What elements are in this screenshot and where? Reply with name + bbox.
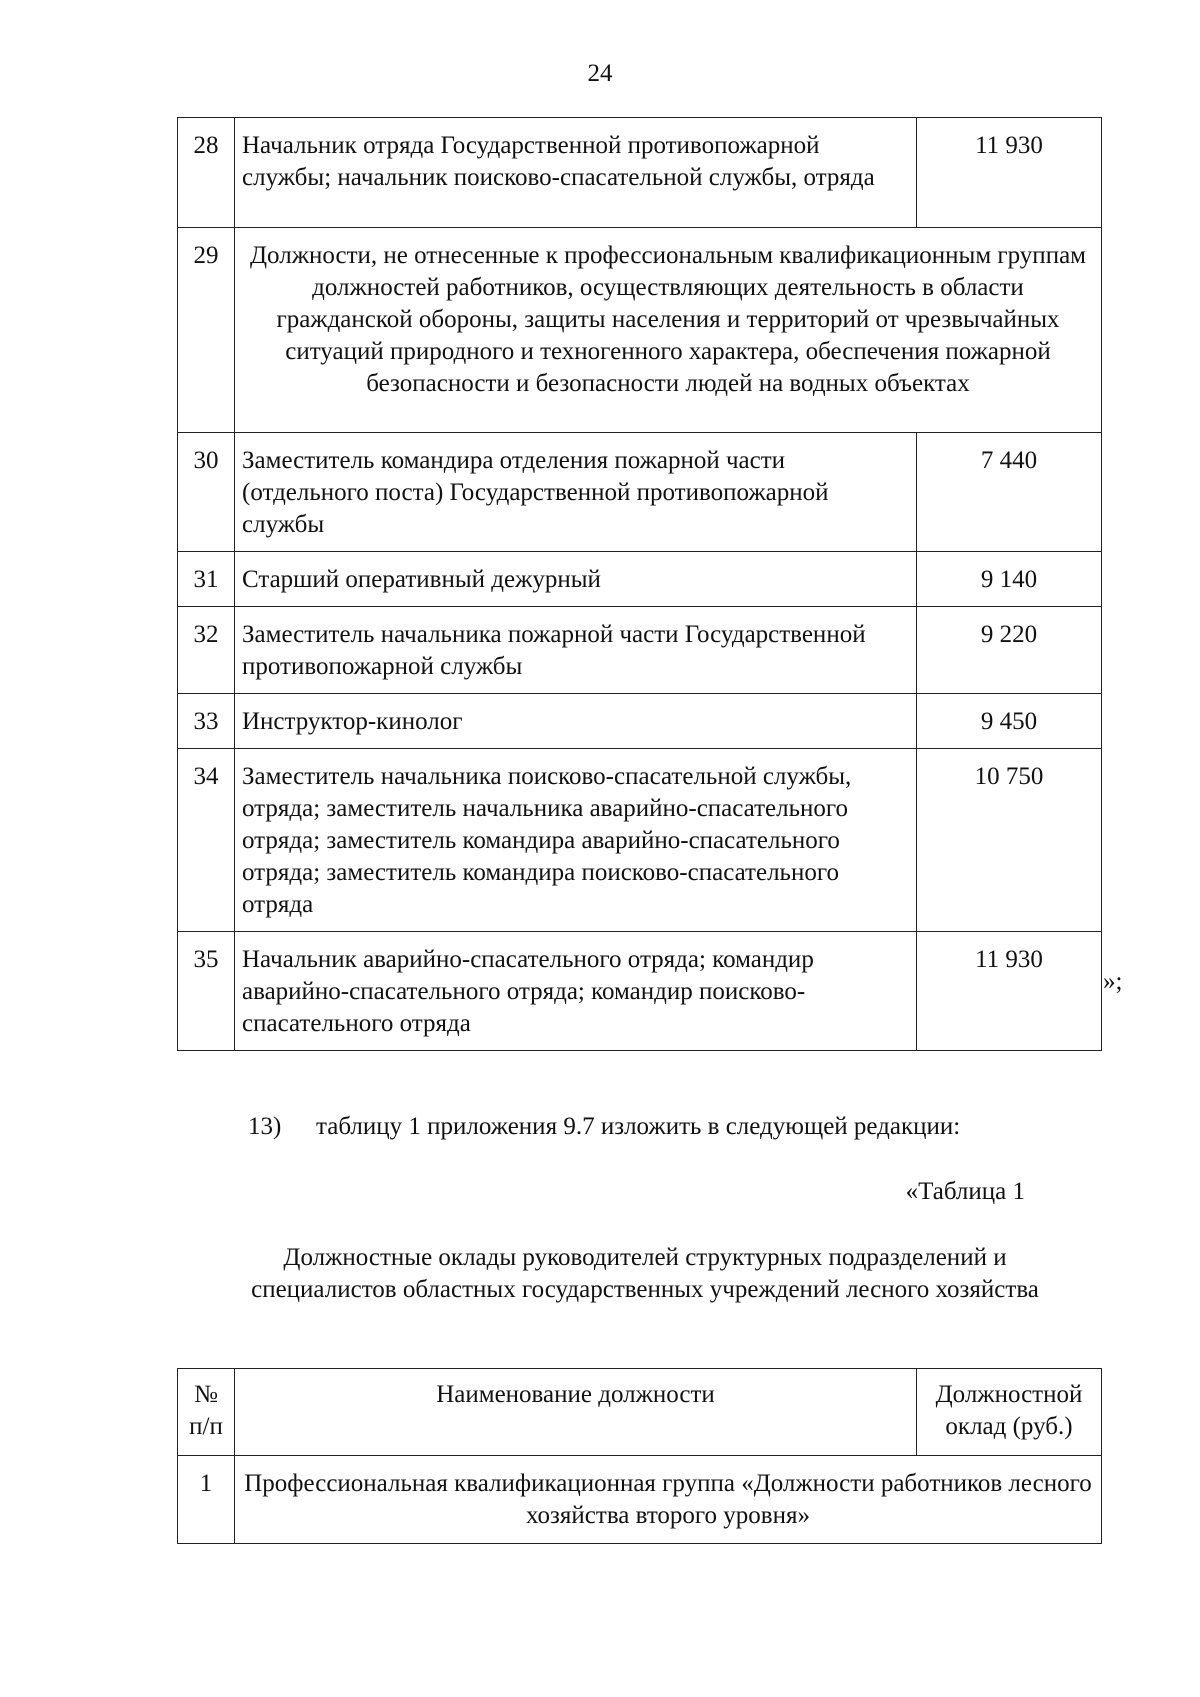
paragraph-number: 13): [248, 1113, 282, 1140]
paragraph-text: таблицу 1 приложения 9.7 изложить в следующей редакции:: [316, 1113, 961, 1140]
salary-value: 10 750: [917, 749, 1102, 932]
position-name: Начальник отряда Государственной противопожарной службы; начальник поисково-спасательной службы, отряда: [235, 118, 917, 228]
position-name: Заместитель начальника пожарной части Государственной противопожарной службы: [235, 607, 917, 694]
page-number: 24: [587, 60, 613, 87]
salary-table-continued: [177, 117, 1102, 1051]
position-name: Заместитель командира отделения пожарной части (отдельного поста) Государственной противопожарной службы: [235, 433, 917, 552]
row-number: 29: [178, 228, 235, 433]
table-header-row: [178, 1369, 1102, 1456]
column-header-salary: Должностной оклад (руб.): [917, 1369, 1102, 1456]
salary-value: 11 930: [917, 932, 1102, 1051]
table-title: Должностные оклады руководителей структурных подразделений и специалистов областных государственных учреждений лесного хозяйства: [251, 1244, 1039, 1303]
row-number: 1: [178, 1456, 235, 1544]
table-label: «Таблица 1: [905, 1178, 1025, 1205]
salary-value: 9 220: [917, 607, 1102, 694]
position-name: Заместитель начальника поисково-спасательной службы, отряда; заместитель начальника аварийно-спасательного отряда; заместитель командира аварийно-спасательного отряда; заместитель командира поисково-спасательного отряда: [235, 749, 917, 932]
column-header-name: Наименование должности: [235, 1369, 917, 1456]
position-name: Начальник аварийно-спасательного отряда; командир аварийно-спасательного отряда; командир поисково-спасательного отряда: [235, 932, 917, 1051]
table-row-group: [178, 1456, 1102, 1544]
table-row: [178, 118, 1102, 228]
row-number: 35: [178, 932, 235, 1051]
table-row: [178, 932, 1102, 1051]
salary-table-forestry: [177, 1368, 1102, 1544]
group-heading: Должности, не отнесенные к профессиональным квалификационным группам должностей работников, осуществляющих деятельность в области гражданской обороны, защиты населения и территорий от чрезвычайных ситуаций природного и техногенного характера, обеспечения пожарной безопасности и безопасности людей на водных объектах: [235, 228, 1102, 433]
table-row: [178, 607, 1102, 694]
position-name: Инструктор-кинолог: [235, 694, 917, 749]
table-row: [178, 694, 1102, 749]
column-header-number: № п/п: [178, 1369, 235, 1456]
row-number: 34: [178, 749, 235, 932]
row-number: 28: [178, 118, 235, 228]
salary-value: 7 440: [917, 433, 1102, 552]
table-row: [178, 749, 1102, 932]
row-number: 30: [178, 433, 235, 552]
salary-value: 11 930: [917, 118, 1102, 228]
table-row-group: [178, 228, 1102, 433]
table-row: [178, 552, 1102, 607]
position-name: Старший оперативный дежурный: [235, 552, 917, 607]
row-number: 33: [178, 694, 235, 749]
salary-value: 9 450: [917, 694, 1102, 749]
amendment-paragraph: [248, 1111, 1108, 1143]
salary-value: 9 140: [917, 552, 1102, 607]
closing-quote-mark: »;: [1103, 968, 1123, 995]
table-row: [178, 433, 1102, 552]
group-heading: Профессиональная квалификационная группа «Должности работников лесного хозяйства второго уровня»: [235, 1456, 1102, 1544]
row-number: 31: [178, 552, 235, 607]
row-number: 32: [178, 607, 235, 694]
